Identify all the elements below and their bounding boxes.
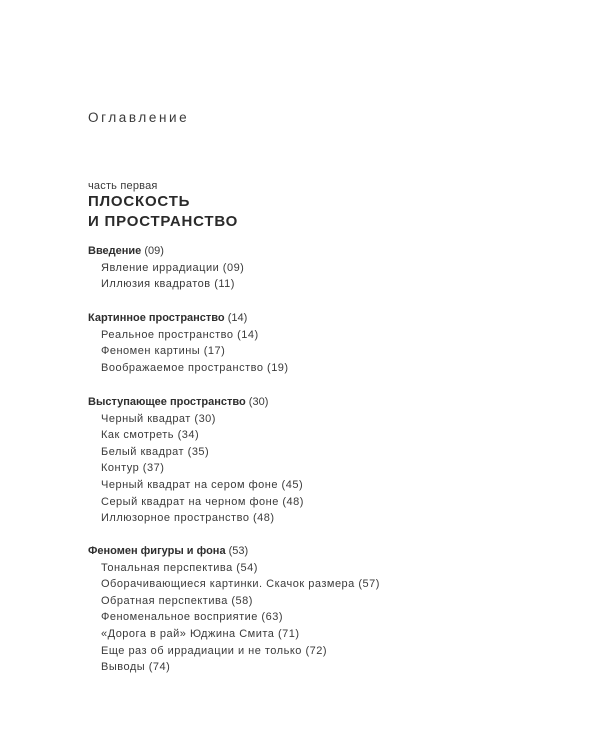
toc-section-protruding-space: [88, 394, 558, 527]
section-heading[interactable]: [88, 243, 558, 260]
toc-section-figure-ground: [88, 543, 558, 676]
toc-entry[interactable]: Серый квадрат на черном фоне (48): [101, 495, 304, 508]
toc-entry[interactable]: Обратная перспектива (58): [101, 594, 253, 607]
toc-entry[interactable]: Выводы (74): [101, 661, 171, 674]
toc-entry[interactable]: Иллюзорное пространство (48): [101, 512, 275, 525]
toc-entry[interactable]: Черный квадрат (30): [101, 412, 216, 425]
section-heading[interactable]: [88, 543, 558, 560]
section-title: Выступающее пространство: [88, 396, 246, 408]
toc-entry[interactable]: «Дорога в рай» Юджина Смита (71): [101, 627, 300, 640]
section-page: (30): [248, 396, 269, 408]
toc-entry[interactable]: Феномен картины (17): [101, 345, 226, 358]
section-page: (09): [144, 245, 164, 257]
section-title: Феномен фигуры и фона: [88, 545, 226, 557]
toc-entry[interactable]: Черный квадрат на сером фоне (45): [101, 478, 304, 491]
toc-entry[interactable]: Еще раз об иррадиации и не только (72): [101, 644, 328, 657]
toc-entry[interactable]: Белый квадрат (35): [101, 445, 210, 458]
toc-title: Оглавление: [88, 110, 190, 125]
toc-entry[interactable]: Контур (37): [101, 462, 165, 475]
toc-entry[interactable]: Реальное пространство (14): [101, 328, 259, 341]
toc-section-introduction: [88, 243, 558, 293]
section-heading[interactable]: [88, 310, 558, 327]
toc-entry[interactable]: Оборачивающиеся картинки. Скачок размера (57): [101, 578, 380, 591]
part-title: [88, 192, 238, 232]
toc-section-picture-space: [88, 310, 558, 376]
section-page: (53): [228, 545, 249, 557]
part-label: часть первая: [88, 180, 158, 192]
section-title: Введение: [88, 245, 142, 257]
toc-entry[interactable]: Феноменальное восприятие (63): [101, 611, 283, 624]
section-heading[interactable]: [88, 394, 558, 411]
section-page: (14): [227, 312, 248, 324]
toc-entry[interactable]: Как смотреть (34): [101, 429, 200, 442]
section-title: Картинное пространство: [88, 312, 225, 324]
toc-entry[interactable]: Явление иррадиации (09): [101, 261, 245, 274]
toc-entry[interactable]: Тональная перспектива (54): [101, 561, 258, 574]
part-title-line-1: ПЛОСКОСТЬ: [88, 193, 191, 210]
toc-entry[interactable]: Воображаемое пространство (19): [101, 361, 289, 374]
part-title-line-2: И ПРОСТРАНСТВО: [88, 213, 239, 230]
toc-entry[interactable]: Иллюзия квадратов (11): [101, 278, 235, 291]
